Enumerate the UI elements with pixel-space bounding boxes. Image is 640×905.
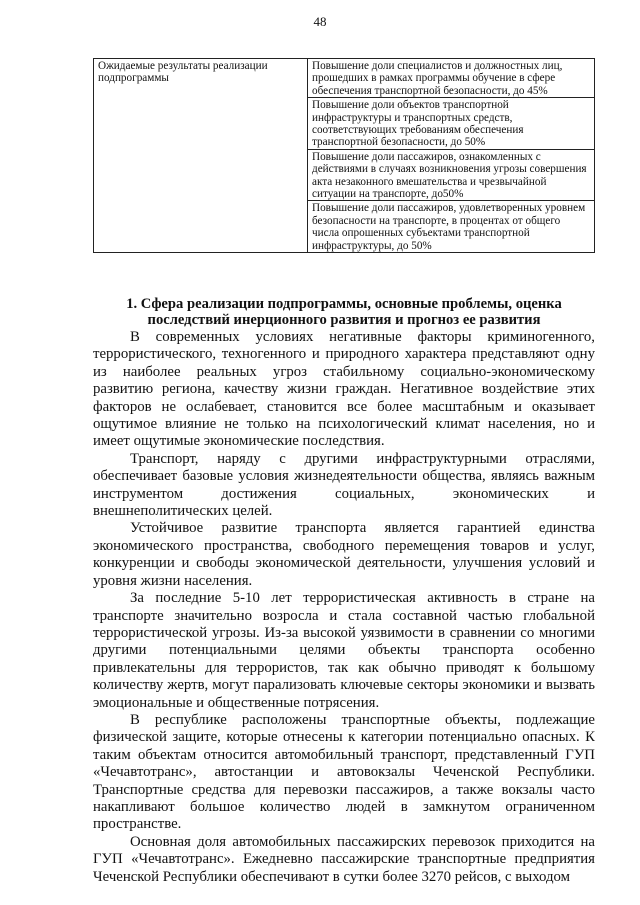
section-heading <box>93 296 595 328</box>
page-number: 48 <box>313 14 327 29</box>
section-heading-line: последствий инерционного развития и прогноз ее развития <box>147 312 541 328</box>
result-item-cell: Повышение доли пассажиров, ознакомленных с действиями в случаях возникновения угрозы совершения акта незаконного вмешательства и чрезвычайной ситуации на транспорте, до50% <box>308 149 595 201</box>
expected-results-table <box>93 58 595 253</box>
section-body <box>93 296 595 886</box>
result-item-cell: Повышение доли объектов транспортной инфраструктуры и транспортных средств, соответствующих требованиям обеспечения транспортной безопасности, до 50% <box>308 98 595 150</box>
result-item-cell: Повышение доли пассажиров, удовлетворенных уровнем безопасности на транспорте, в процентах от общего числа опрошенных субъектами транспортной инфраструктуры, до 50% <box>308 201 595 253</box>
results-label-cell: Ожидаемые результаты реализации подпрограммы <box>94 59 308 253</box>
body-paragraph: Устойчивое развитие транспорта является гарантией единства экономического пространства, свободного перемещения товаров и услуг, конкуренции и свободы экономической деятельности, улучшения условий и уровня жизни населения. <box>93 520 595 589</box>
body-paragraph: В современных условиях негативные факторы криминогенного, террористического, техногенного и природного характера представляют одну из наиболее реальных угроз стабильному социально-экономическому развитию региона, качеству жизни граждан. Негативное воздействие этих факторов не ослабевает, становится все более масштабным и оказывает ощутимое влияние не только на психологический климат населения, но и имеет ощутимые экономические последствия. <box>93 329 595 450</box>
result-item-cell: Повышение доли специалистов и должностных лиц, прошедших в рамках программы обучение в сфере обеспечения транспортной безопасности, до 45% <box>308 59 595 98</box>
body-paragraph: Основная доля автомобильных пассажирских перевозок приходится на ГУП «Чечавтотранс». Ежедневно пассажирские транспортные предприятия Чеченской Республики обеспечивают в сутки более 3270 рейсов, с выходом <box>93 833 595 885</box>
table-row <box>94 59 595 98</box>
section-heading-line: 1. Сфера реализации подпрограммы, основные проблемы, оценка <box>126 296 562 312</box>
body-paragraph: В республике расположены транспортные объекты, подлежащие физической защите, которые отнесены к категории потенциально опасных. К таким объектам относится автомобильный транспорт, представленный ГУП «Чечавтотранс», автостанции и автовокзалы Чеченской Республики. Транспортные средства для перевозки пассажиров, а также вокзалы часто накапливают большое количество людей в замкнутом ограниченном пространстве. <box>93 711 595 833</box>
body-paragraph: За последние 5-10 лет террористическая активность в стране на транспорте значительно возросла и стала составной частью глобальной террористической угрозы. Из-за высокой уязвимости в сравнении со многими другими потенциальными целями объекты транспорта особенно привлекательны для террористов, так как обычно приводят к большому количеству жертв, могут парализовать ключевые секторы экономики и вызвать эмоциональные и общественные потрясения. <box>93 590 595 711</box>
body-paragraph: Транспорт, наряду с другими инфраструктурными отраслями, обеспечивает базовые условия жизнедеятельности общества, являясь важным инструментом достижения социальных, экономических и внешнеполитических целей. <box>93 450 595 520</box>
